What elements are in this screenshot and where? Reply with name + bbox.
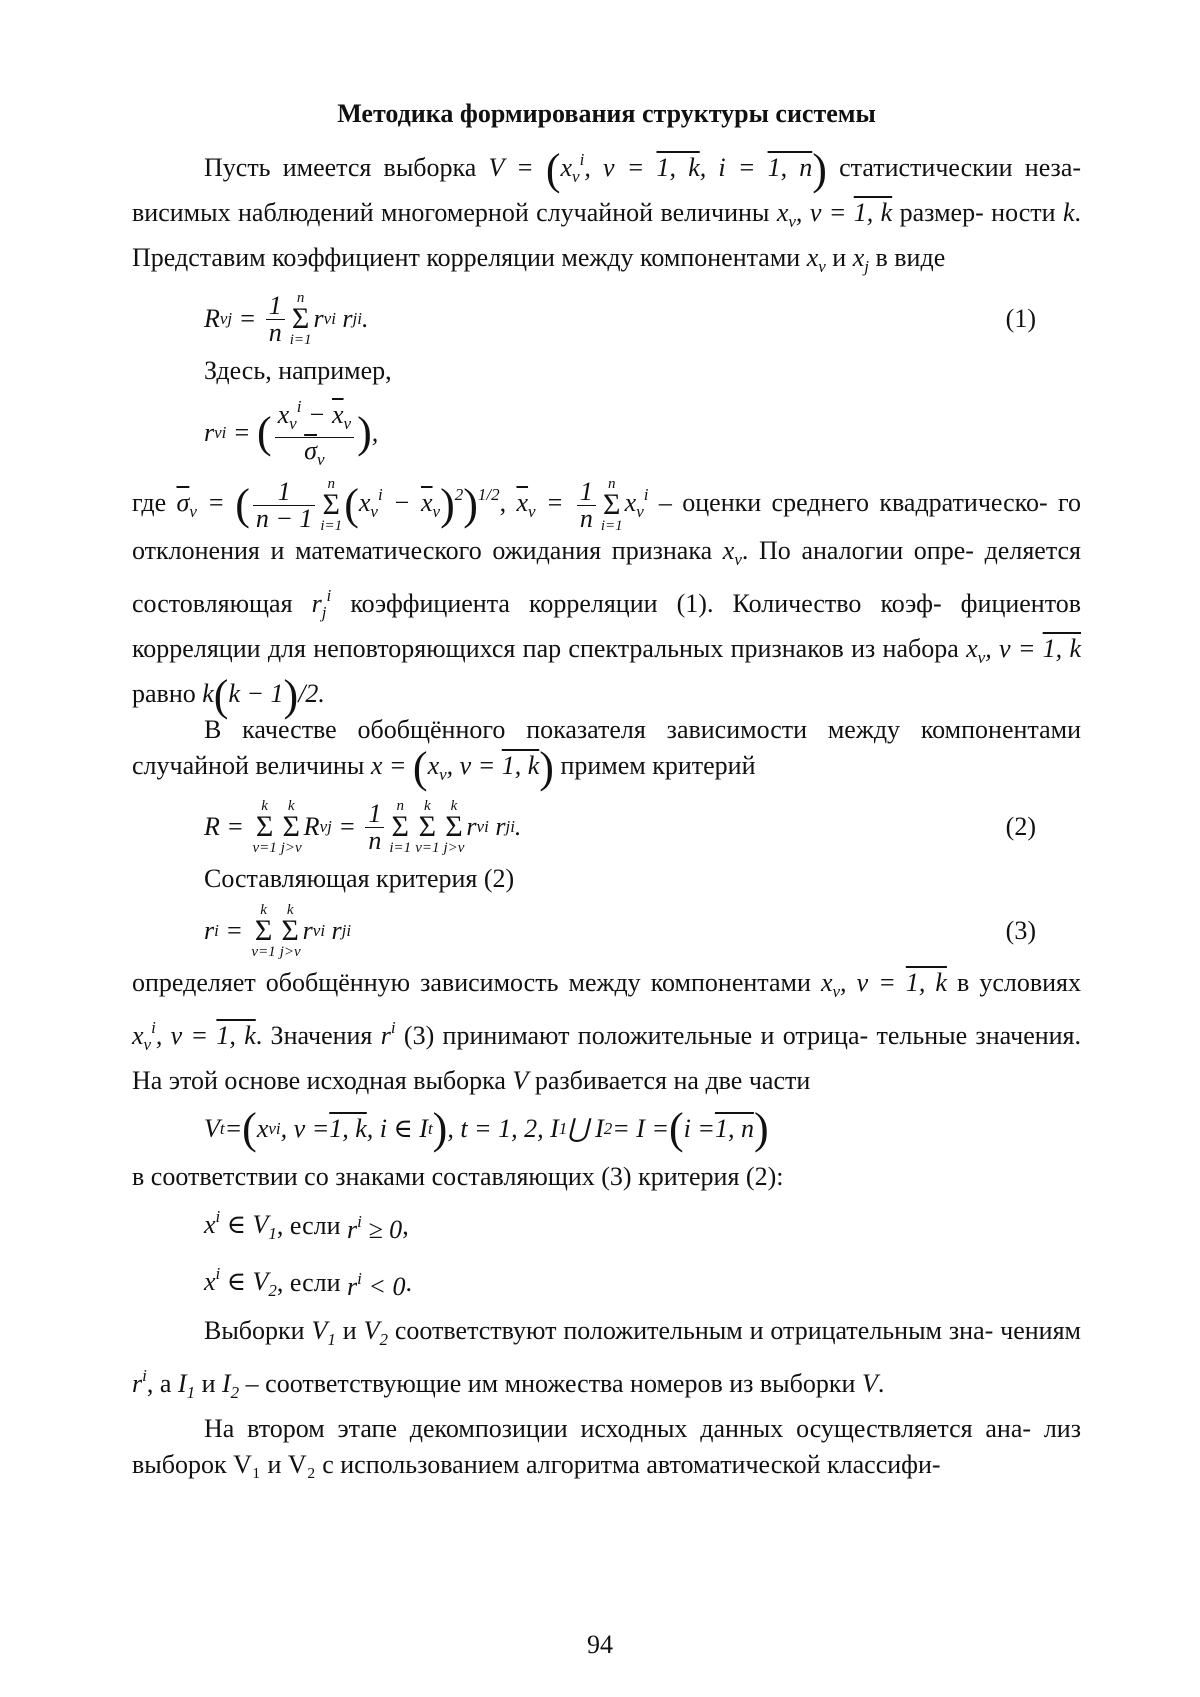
paragraph-6: На втором этапе декомпозиции исходных данных осуществляется ана- лиз выборок V₁ и V₂ с использованием алгоритма автоматической классифи- xyxy=(132,1414,1081,1480)
text: определяет обобщённую зависимость между компонентами xyxy=(132,968,811,998)
inline-math: $x_v$ xyxy=(722,536,742,570)
inline-math: $r^i$ xyxy=(380,1018,396,1051)
text: в условиях xyxy=(956,968,1081,998)
text: разбивается на две части xyxy=(534,1066,811,1096)
inline-math: k xyxy=(1062,198,1075,227)
paragraph-5: Выборки $V_1$ и $V_2$ соответствуют положительным и отрицательным зна- чениям $r^i$, а $I_1$ и $I_2$ – соответствующие им множества номеров из выборки V. xyxy=(132,1316,1082,1403)
inline-math: $x_v^i$, v = 1, k xyxy=(132,1018,256,1055)
text: в виде xyxy=(875,243,946,272)
text: . Значения xyxy=(255,1021,373,1051)
text: примем критерий xyxy=(560,751,756,781)
page-body xyxy=(132,96,1081,1483)
paragraph-estimates: где $\overline{\sigma}_v$ = ( $\frac{1}{n - 1}$ n Σ i=1 $(x_v^i - \overline{x}_v)^2)^{1/2}$, $\overline{x}_v$ = $\frac{1}{n}$ n Σ i=1 $x_v^i$ – оценки среднего квадратическо- го отклонения и математического ожидания признака $x_v$. По аналогии опре- деляется состовляющая $r_j^i$ коэффициента корреляции (1). Количество коэф- фициентов корреляции для неповторяющихся пар спектральных признаков из набора $x_v$, v = 1, k равно k(k − 1)/2. xyxy=(132,476,1082,721)
paragraph-1 xyxy=(132,142,1081,285)
text: статистическии неза- висимых наблюдений многомерной случайной величины xyxy=(132,153,1082,227)
section-title: Методика формирования структуры системы xyxy=(337,99,876,128)
equation-3: r i = k Σ v=1 k Σ j>v r v i r j i (3) xyxy=(204,902,1036,961)
text: и xyxy=(832,243,847,272)
equation-number: (3) xyxy=(1005,916,1036,946)
sigma-formula: $\overline{\sigma}_v$ = ( $\frac{1}{n - 1}$ n Σ i=1 $(x_v^i - \overline{x}_v)^2)^{1/2}$ xyxy=(176,476,500,535)
paragraph-4: в соответствии со знаками составляющих (3) критерия (2): xyxy=(132,1162,784,1192)
mean-formula: $\overline{x}_v$ = $\frac{1}{n}$ n Σ i=1 $x_v^i$ xyxy=(516,476,649,535)
equation-r-definition: r v i = ( $\frac{x_v^i - \overline{x}_v}{\overline{\sigma}_v}$ ) , xyxy=(204,393,1081,473)
inline-math: $x_j$ xyxy=(852,243,869,276)
paragraph-3 xyxy=(132,965,1081,1099)
text: размер- ности xyxy=(899,198,1056,227)
text: Выборки xyxy=(204,1316,305,1346)
text: равно xyxy=(132,679,196,709)
equation-number: (1) xyxy=(1005,304,1036,333)
equation-2: R = k Σ v=1 k Σ j>v R vj = $\frac{1}{n}$ n Σ i=1 k Σ v=1 k Σ j>v r v i r j i . (2) xyxy=(204,798,1036,857)
inline-math: $x_v$, v = 1, k xyxy=(820,968,947,1002)
text: (3) принимают положительные и отрица- тельные значения. На этой основе исходная выборка xyxy=(132,1021,1082,1096)
text: Пусть имеется выборка xyxy=(204,153,477,182)
inline-math: $x_v$, v = 1, k xyxy=(776,198,893,231)
rule-negative: $x^i$ ∈ $V_2$ , если $r^i < 0$ . xyxy=(204,1264,412,1301)
text: . По аналогии опре- деляется состовляющая xyxy=(132,536,1081,619)
text: – соответствующие им множества номеров из выборки xyxy=(245,1369,856,1399)
text: где xyxy=(132,488,167,517)
text: , а xyxy=(146,1369,172,1399)
sample-formula: $V = (x_v^i$, v = 1, k, i = 1, n) xyxy=(488,145,827,195)
text: – оценки среднего квадратическо- го отклонения и математического ожидания признака xyxy=(132,488,1081,566)
text: соответствуют положительным и отрицательным зна- чениям xyxy=(394,1316,1082,1346)
equation-split: V t = ( x v i , v = 1, k , i ∈ I t ) , t = 1, 2, I 1 ⋃ I 2 = I = ( i = 1, n ) xyxy=(204,1104,769,1154)
text: коэффициента корреляции (1). Количество коэф- фициентов корреляции для неповторяющихся пар спектральных признаков из набора xyxy=(132,589,1082,664)
text: если xyxy=(289,1267,341,1297)
inline-math: $x_v$, v = 1, k xyxy=(966,634,1081,668)
here-example: Здесь, например, xyxy=(204,356,392,385)
text: . Представим коэффициент корреляции между компонентами xyxy=(132,198,1082,272)
text: В качестве обобщённого показателя зависимости между компонентами случайной величины xyxy=(132,715,1081,781)
inline-math: V xyxy=(512,1066,529,1096)
rule-positive: $x^i$ ∈ $V_1$ , если $r^i \ge 0$ , xyxy=(204,1207,409,1244)
inline-math: $x_v$ xyxy=(806,243,826,276)
inline-math: $x = (x_v$, v = 1, k) xyxy=(370,743,554,793)
inline-math: $r_j^i$ xyxy=(311,586,332,623)
component-label: Составляющая критерия (2) xyxy=(204,864,515,894)
equation-number: (2) xyxy=(1005,812,1036,842)
equation-1: R vj = $\frac{1}{n}$ n Σ i=1 r v i r j i . (1) xyxy=(204,290,1036,348)
text: если xyxy=(289,1210,341,1240)
paragraph-2 xyxy=(132,712,1081,793)
inline-math: k(k − 1)/2. xyxy=(202,671,325,721)
page-number: 94 xyxy=(587,1630,613,1659)
